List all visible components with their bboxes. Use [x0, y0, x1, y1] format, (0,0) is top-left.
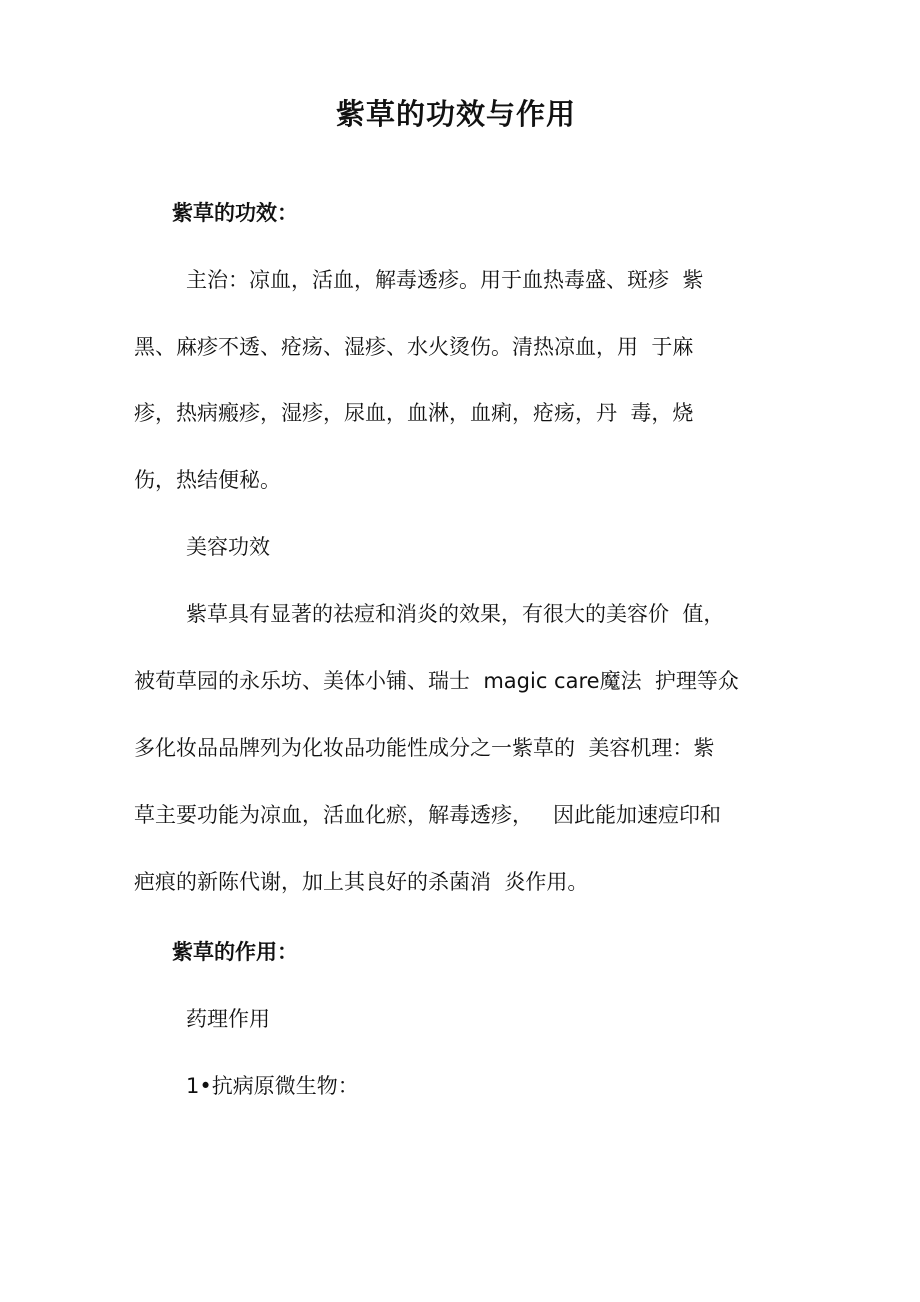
paragraph-line: 黑、麻疹不透、疮疡、湿疹、水火烫伤。清热凉血，用 于麻 [134, 335, 694, 359]
paragraph-line: 紫草具有显著的祛痘和消炎的效果，有很大的美容价 值， [186, 602, 725, 626]
document-title: 紫草的功效与作用 [335, 97, 576, 131]
section-heading-efficacy: 紫草的功效： [172, 201, 298, 225]
paragraph-line: 草主要功能为凉血，活血化瘀，解毒透疹， 因此能加速痘印和 [134, 803, 722, 827]
paragraph-line: 被荀草园的永乐坊、美体小铺、瑞士 magic care魔法 护理等众 [134, 669, 739, 693]
subheading-pharmacology: 药理作用 [186, 1007, 270, 1031]
paragraph-line: 疹，热病瘢疹，湿疹，尿血，血淋，血痢，疮疡，丹 毒，烧 [134, 401, 694, 425]
section-heading-effects: 紫草的作用： [172, 940, 298, 964]
subheading-beauty: 美容功效 [186, 535, 270, 559]
list-item-antimicrobial: 1•抗病原微生物： [186, 1074, 359, 1098]
paragraph-line: 主治：凉血，活血，解毒透疹。用于血热毒盛、斑疹 紫 [186, 268, 704, 292]
paragraph-line: 多化妆品品牌列为化妆品功能性成分之一紫草的 美容机理：紫 [134, 736, 715, 760]
paragraph-line: 伤，热结便秘。 [134, 468, 281, 492]
paragraph-line: 疤痕的新陈代谢，加上其良好的杀菌消 炎作用。 [134, 870, 589, 894]
